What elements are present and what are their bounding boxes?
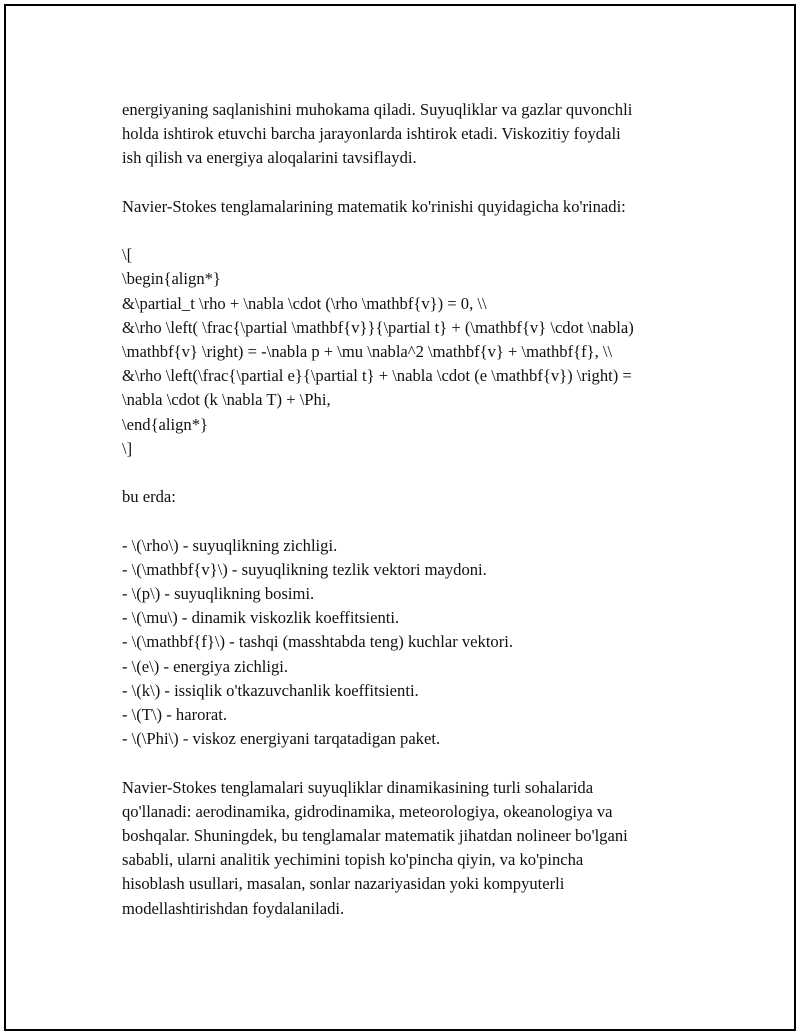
equation-line: \[ [122, 245, 133, 265]
list-item: - \(\rho\) - suyuqlikning zichligi. [122, 535, 338, 555]
text-line: boshqalar. Shuningdek, bu tenglamalar matematik jihatdan nolineer bo'lgani [122, 826, 628, 846]
text-line: hisoblash usullari, masalan, sonlar nazariyasidan yoki kompyuterli [122, 874, 565, 894]
text-line: Navier-Stokes tenglamalari suyuqliklar dinamikasining turli sohalarida [122, 777, 594, 797]
equation-line: \begin{align*} [122, 269, 221, 289]
text-line: modellashtirishdan foydalaniladi. [122, 898, 345, 918]
text-line: Navier-Stokes tenglamalarining matematik ko'rinishi quyidagicha ko'rinadi: [122, 196, 626, 216]
text-line: energiyaning saqlanishini muhokama qiladi. Suyuqliklar va gazlar quvonchli [122, 100, 633, 119]
equation-line: \end{align*} [122, 414, 208, 434]
document-body [122, 98, 722, 945]
equation-line: \] [122, 438, 133, 458]
equation-line: &\rho \left( \frac{\partial \mathbf{v}}{\partial t} + (\mathbf{v} \cdot \nabla) [122, 317, 634, 337]
equation-line: \mathbf{v} \right) = -\nabla p + \mu \nabla^2 \mathbf{v} + \mathbf{f}, \\ [122, 342, 613, 361]
text-line: sababli, ularni analitik yechimini topish ko'pincha qiyin, va ko'pincha [122, 850, 584, 870]
list-item: - \(\mathbf{f}\) - tashqi (masshtabda teng) kuchlar vektori. [122, 632, 514, 652]
paragraph-equation-intro [122, 195, 722, 219]
list-item: - \(T\) - harorat. [122, 705, 228, 725]
list-item: - \(\mu\) - dinamik viskozlik koeffitsienti. [122, 608, 400, 628]
list-item: - \(p\) - suyuqlikning bosimi. [122, 584, 315, 603]
equation-block [122, 243, 722, 461]
list-item: - \(\Phi\) - viskoz energiyani tarqatadigan paket. [122, 729, 441, 749]
list-item: - \(\mathbf{v}\) - suyuqlikning tezlik vektori maydoni. [122, 559, 487, 579]
text-line: holda ishtirok etuvchi barcha jarayonlarda ishtirok etadi. Viskozitiy foydali [122, 124, 621, 144]
paragraph-where [122, 485, 722, 509]
text-line: ish qilish va energiya aloqalarini tavsiflaydi. [122, 148, 417, 168]
paragraph-applications [122, 776, 722, 921]
definitions-list [122, 534, 722, 752]
list-item: - \(k\) - issiqlik o'tkazuvchanlik koeffitsienti. [122, 680, 419, 700]
equation-line: \nabla \cdot (k \nabla T) + \Phi, [122, 390, 331, 410]
text-line: bu erda: [122, 487, 176, 507]
text-line: qo'llanadi: aerodinamika, gidrodinamika, meteorologiya, okeanologiya va [122, 801, 613, 821]
list-item: - \(e\) - energiya zichligi. [122, 656, 289, 676]
equation-line: &\partial_t \rho + \nabla \cdot (\rho \mathbf{v}) = 0, \\ [122, 293, 487, 313]
equation-line: &\rho \left(\frac{\partial e}{\partial t} + \nabla \cdot (e \mathbf{v}) \right) = [122, 366, 632, 386]
page-frame [4, 4, 796, 1031]
paragraph-intro [122, 98, 722, 171]
